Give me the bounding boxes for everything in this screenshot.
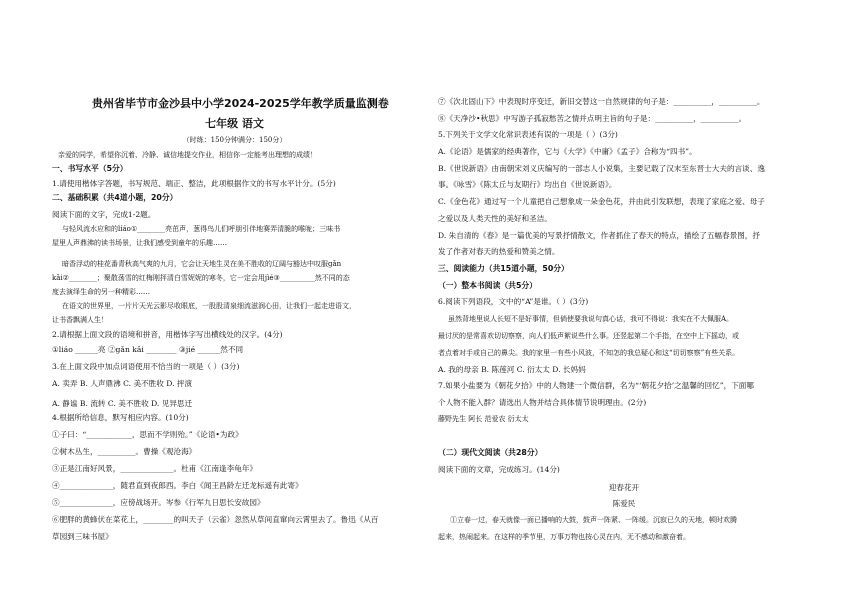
right-text-line: D. 朱自清的《春》是一篇优美的写景抒情散文，作者抓住了春天的特点，描绘了五幅春景图，抒 [438, 231, 760, 240]
right-text-line: ⑦《次北固山下》中表现时序变迁，新旧交替这一自然规律的句子是：__________，__________。 [438, 97, 765, 106]
left-text-line: ⑥肥胖的黄蜂伏在菜花上，________的叫天子（云雀）忽然从草间直窜向云霄里去了。鲁迅《从百 [52, 515, 379, 524]
left-text-line: A. 卖弄 B. 人声鼎沸 C. 美不胜收 D. 抨演 [52, 379, 193, 388]
left-text-line: 1.请使用楷体字答题，书写规范、端正、整洁，此项根据作文的书写水平计分。(5分) [52, 179, 336, 188]
left-text-line: 3.在上面文段中加点词语使用不恰当的一项是（ ）(3分) [52, 362, 240, 371]
right-text-line: 5.下列关于文学文化常识表述有误的一项是（ ）(3分) [438, 130, 618, 139]
left-text-line: 一、书写水平（5分） [52, 164, 128, 173]
left-text-line: 与轻风流水应和的líáo①________亮茁声，葱得鸟儿们呼朋引伴地赛弄清脆的喉咙；三味书 [62, 225, 341, 233]
right-text-line: （一）整本书阅读（共5分） [438, 281, 537, 290]
right-text-line: 个人物不能入群？请选出人物并结合具体情节说明理由。(2分) [438, 398, 647, 407]
left-text-line: 在语文的世界里，一片片天光云影尽收眼底，一股股清泉细流滋润心田，让我们一起走进语文， [62, 302, 356, 310]
right-text-line: C.《金色花》通过写一个儿童把自己想象成一朵金色花，并由此引发联想，表现了家庭之爱、母子 [438, 197, 765, 206]
left-text-line: 2.请根据上面文段的语境和拼音，用楷体字写出横线处的汉字。(4分) [52, 330, 283, 339]
right-text-line: 三、阅读能力（共15道小题，50分） [438, 264, 569, 273]
left-text-line: ②树木丛生，__________。曹操《观沧海》 [52, 447, 197, 456]
left-text-line: 4.根据所给信息，默写相应内容。(10分) [52, 413, 189, 422]
right-text-line: 事。《咏雪》《陈太丘与友期行》均出自《世说新语》。 [438, 180, 617, 189]
left-text-line: （时练：150分钟满分：150分） [182, 136, 287, 144]
left-text-line: 度去演绎生命的另一种精彩…… [52, 288, 150, 296]
left-text-line: 暗香浮动的桂花番青秋高气爽的九月，它会让天地生灵在美不胜收的辽阔与豁达中叹服gǎn [62, 260, 342, 268]
left-text-line: 二、基础积累（共4道小题，20分） [52, 193, 178, 202]
left-text-line: ①liáo ______亮 ②gǎn kǎi ________ ③jié ______然不同 [52, 345, 244, 354]
right-text-line: 7.如果小盐要为《朝花夕拾》中的人物建一个微信群，名为“‘朝花夕拾’之温馨的回忆”，下面哪 [438, 381, 754, 390]
left-text-line: 屋里人声鼎沸的读书场景，让我们感受到童年的乐趣…… [52, 239, 227, 247]
right-text-line: 阅读下面的文章，完成练习。(14分) [438, 465, 560, 474]
left-text-line: 草园到三味书屋》 [52, 532, 113, 541]
left-text-line: kǎi②________；聚散荡雪的红梅刚抨清白雪妮妮的寒冬，它一定会用jìé③__________然不同的态 [52, 274, 350, 282]
left-text-line: ③正是江南好风景，______________。杜甫《江南逢李龟年》 [52, 464, 258, 473]
left-text-line: 七年级 语文 [205, 117, 264, 130]
right-text-line: B.《世说新语》由南朝宋刘义庆编写的一部志人小说集，主要记载了汉末至东晋士大夫的言谈、逸 [438, 164, 765, 173]
left-text-line: 贵州省毕节市金沙县中小学2024-2025学年教学质量监测卷 [92, 97, 389, 110]
right-text-line: A.《论语》是儒家的经典著作，它与《大学》《中庸》《孟子》合称为“四书”。 [438, 147, 697, 156]
right-text-line: 陈爱民 [612, 499, 636, 508]
right-text-line: 藤野先生 阿长 范爱农 衍太太 [438, 415, 529, 423]
right-text-line: 迎春花开 [608, 483, 640, 492]
right-text-line: 者点着对手或自己的鼻尖。我的家里一有些小风波，不知怎的我总疑心和这“切切察察”有些关系。 [438, 349, 740, 357]
right-text-line: （二）现代文阅读（共28分） [438, 448, 543, 457]
left-text-line: ④______________，随君直到夜郎西。李白《闻王昌龄左迁龙标遥有此寄》 [52, 481, 303, 490]
right-text-line: ⑧《天净沙•秋思》中写游子孤寂愁苦之情并点明主旨的句子是：__________，__________。 [438, 114, 747, 123]
left-text-line: 阅读下面的文字，完成1-2题。 [52, 210, 156, 219]
right-text-line: 6.阅读下列语段，文中的“A”是谁。（ ）(3分) [438, 297, 589, 306]
right-text-line: 起来，热闹起来。在这样的季节里，万事万物也按心灵在内，无不感动和激奋着。 [438, 533, 690, 541]
right-text-line: 虽然背地里说人长短不是好事情，但倘使要我说句真心话，我可不得说：我实在不大佩服A。 [448, 315, 734, 323]
left-text-line: ①子曰：“____________，思而不学则殆。”《论语•为政》 [52, 430, 243, 439]
right-text-line: 发了作者对春天的热爱和赞美之情。 [438, 247, 560, 256]
right-text-line: 之爱以及人类天性的美好和圣洁。 [438, 214, 552, 223]
left-text-line: A. 静谧 B. 流转 C. 美不胜收 D. 见异思迁 [52, 399, 193, 408]
left-text-line: 让书香飘满人生！ [52, 316, 108, 324]
right-text-line: 最讨厌的是常喜欢切切察察，向人们低声絮说些什么事。还竖起第二个手指，在空中上下摇动，或 [438, 332, 739, 340]
right-text-line: A. 我的母亲 B. 陈莲河 C. 衍太太 D. 长妈妈 [438, 365, 586, 374]
left-text-line: ⑤______________，应傍战场开。岑参《行军九日思长安故园》 [52, 498, 265, 507]
right-text-line: ①立春一过，春天就像一面已播响的大鼓，鼓声一阵紧、一阵缓。沉寂已久的天地，顿时欢腾 [450, 516, 737, 524]
left-text-line: 亲爱的同学，希望你沉着、冷静、诚信地提交作业，相信你一定能考出理想的成绩！ [58, 151, 317, 159]
